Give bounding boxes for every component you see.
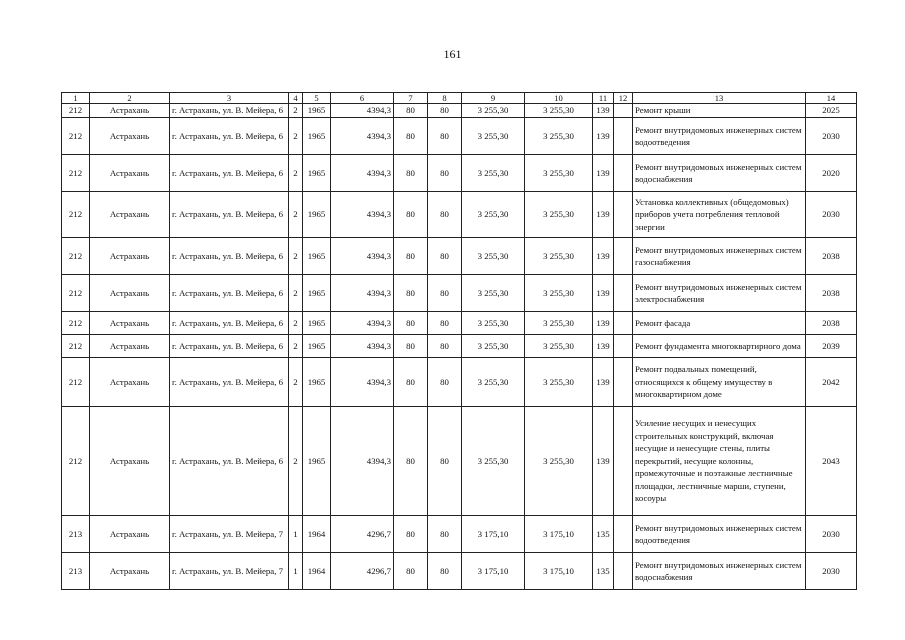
cell-units: 139: [593, 118, 614, 155]
cell-wear-a: 80: [394, 104, 428, 118]
column-header: 7: [394, 93, 428, 104]
cell-units: 139: [593, 312, 614, 335]
cell-cost-a: 3 255,30: [462, 238, 525, 275]
cell-build-year: 1965: [303, 104, 331, 118]
cell-city: Астрахань: [90, 275, 170, 312]
cell-cost-b: 3 255,30: [525, 275, 593, 312]
cell-year-planned: 2039: [806, 335, 857, 358]
cell-work-type: Ремонт фундамента многоквартирного дома: [633, 335, 806, 358]
table-row: [62, 335, 857, 358]
cell-wear-b: 80: [428, 407, 462, 516]
cell-house-number: 212: [62, 155, 90, 192]
column-header: 8: [428, 93, 462, 104]
cell-cost-b: 3 255,30: [525, 407, 593, 516]
cell-cost-a: 3 255,30: [462, 407, 525, 516]
cell-address: г. Астрахань, ул. В. Мейера, 6: [170, 312, 289, 335]
cell-year-planned: 2030: [806, 192, 857, 238]
column-header: 12: [614, 93, 633, 104]
cell-cost-a: 3 255,30: [462, 275, 525, 312]
page-number: 161: [443, 47, 462, 61]
cell-address: г. Астрахань, ул. В. Мейера, 6: [170, 358, 289, 407]
cell-work-type: Ремонт внутридомовых инженерных систем газоснабжения: [633, 238, 806, 275]
cell-units: 139: [593, 155, 614, 192]
table-row: [62, 275, 857, 312]
cell-city: Астрахань: [90, 516, 170, 553]
table-row: [62, 312, 857, 335]
cell-city: Астрахань: [90, 238, 170, 275]
cell-address: г. Астрахань, ул. В. Мейера, 7: [170, 553, 289, 590]
cell-wear-b: 80: [428, 155, 462, 192]
cell-area: 4394,3: [331, 118, 394, 155]
cell-area: 4394,3: [331, 238, 394, 275]
cell-city: Астрахань: [90, 104, 170, 118]
cell-year-planned: 2030: [806, 516, 857, 553]
cell-work-type: Установка коллективных (общедомовых) приборов учета потребления тепловой энергии: [633, 192, 806, 238]
cell-floors: 2: [289, 335, 303, 358]
cell-city: Астрахань: [90, 312, 170, 335]
cell-cost-b: 3 255,30: [525, 192, 593, 238]
cell-floors: 2: [289, 104, 303, 118]
cell-house-number: 212: [62, 104, 90, 118]
cell-units: 139: [593, 407, 614, 516]
cell-units: 139: [593, 104, 614, 118]
cell-floors: 2: [289, 407, 303, 516]
cell-build-year: 1965: [303, 238, 331, 275]
table-row: [62, 358, 857, 407]
cell-wear-b: 80: [428, 238, 462, 275]
cell-cost-a: 3 255,30: [462, 192, 525, 238]
column-header: 11: [593, 93, 614, 104]
cell-area: 4296,7: [331, 553, 394, 590]
cell-wear-b: 80: [428, 516, 462, 553]
cell-units: 135: [593, 516, 614, 553]
cell-address: г. Астрахань, ул. В. Мейера, 6: [170, 407, 289, 516]
cell-note: [614, 275, 633, 312]
cell-build-year: 1964: [303, 553, 331, 590]
cell-cost-b: 3 255,30: [525, 358, 593, 407]
cell-house-number: 212: [62, 238, 90, 275]
cell-address: г. Астрахань, ул. В. Мейера, 6: [170, 335, 289, 358]
cell-wear-b: 80: [428, 553, 462, 590]
cell-house-number: 212: [62, 118, 90, 155]
cell-wear-a: 80: [394, 155, 428, 192]
cell-city: Астрахань: [90, 358, 170, 407]
table-body: [62, 93, 857, 590]
cell-work-type: Ремонт фасада: [633, 312, 806, 335]
cell-house-number: 212: [62, 335, 90, 358]
cell-address: г. Астрахань, ул. В. Мейера, 6: [170, 238, 289, 275]
cell-address: г. Астрахань, ул. В. Мейера, 7: [170, 516, 289, 553]
cell-cost-a: 3 255,30: [462, 312, 525, 335]
table-row: [62, 104, 857, 118]
cell-floors: 2: [289, 238, 303, 275]
cell-units: 139: [593, 335, 614, 358]
cell-cost-a: 3 255,30: [462, 118, 525, 155]
column-header: 14: [806, 93, 857, 104]
cell-cost-b: 3 255,30: [525, 238, 593, 275]
cell-cost-a: 3 255,30: [462, 104, 525, 118]
cell-build-year: 1965: [303, 335, 331, 358]
cell-year-planned: 2043: [806, 407, 857, 516]
column-header: 1: [62, 93, 90, 104]
cell-work-type: Ремонт внутридомовых инженерных систем водоснабжения: [633, 553, 806, 590]
cell-address: г. Астрахань, ул. В. Мейера, 6: [170, 275, 289, 312]
cell-area: 4394,3: [331, 155, 394, 192]
cell-city: Астрахань: [90, 407, 170, 516]
cell-wear-a: 80: [394, 275, 428, 312]
cell-city: Астрахань: [90, 155, 170, 192]
cell-city: Астрахань: [90, 553, 170, 590]
cell-house-number: 212: [62, 275, 90, 312]
column-header: 3: [170, 93, 289, 104]
table-row: [62, 192, 857, 238]
cell-work-type: Ремонт внутридомовых инженерных систем электроснабжения: [633, 275, 806, 312]
cell-area: 4394,3: [331, 104, 394, 118]
cell-year-planned: 2038: [806, 275, 857, 312]
cell-floors: 2: [289, 192, 303, 238]
cell-area: 4394,3: [331, 335, 394, 358]
cell-note: [614, 553, 633, 590]
column-header: 4: [289, 93, 303, 104]
column-header: 6: [331, 93, 394, 104]
cell-note: [614, 118, 633, 155]
cell-city: Астрахань: [90, 118, 170, 155]
cell-house-number: 213: [62, 516, 90, 553]
cell-wear-a: 80: [394, 118, 428, 155]
cell-build-year: 1965: [303, 155, 331, 192]
cell-cost-b: 3 255,30: [525, 312, 593, 335]
cell-address: г. Астрахань, ул. В. Мейера, 6: [170, 104, 289, 118]
cell-build-year: 1964: [303, 516, 331, 553]
cell-house-number: 212: [62, 358, 90, 407]
cell-house-number: 212: [62, 407, 90, 516]
cell-area: 4394,3: [331, 407, 394, 516]
cell-cost-b: 3 175,10: [525, 553, 593, 590]
cell-build-year: 1965: [303, 275, 331, 312]
cell-note: [614, 335, 633, 358]
cell-wear-a: 80: [394, 407, 428, 516]
cell-units: 139: [593, 358, 614, 407]
cell-build-year: 1965: [303, 358, 331, 407]
table-row: [62, 553, 857, 590]
cell-wear-b: 80: [428, 275, 462, 312]
cell-cost-a: 3 255,30: [462, 358, 525, 407]
cell-cost-a: 3 255,30: [462, 155, 525, 192]
cell-wear-b: 80: [428, 358, 462, 407]
cell-build-year: 1965: [303, 312, 331, 335]
cell-floors: 2: [289, 155, 303, 192]
column-header: 9: [462, 93, 525, 104]
cell-work-type: Усиление несущих и ненесущих строительных конструкций, включая несущие и ненесущие стены, плиты перекрытий, несущие колонны, промежуточные и поэтажные лестничные площадки, лестничные марши, ступени, косоуры: [633, 407, 806, 516]
column-number-row: [62, 93, 857, 104]
cell-note: [614, 516, 633, 553]
cell-units: 135: [593, 553, 614, 590]
cell-build-year: 1965: [303, 192, 331, 238]
cell-units: 139: [593, 192, 614, 238]
table-row: [62, 118, 857, 155]
cell-address: г. Астрахань, ул. В. Мейера, 6: [170, 118, 289, 155]
cell-floors: 1: [289, 516, 303, 553]
cell-city: Астрахань: [90, 192, 170, 238]
cell-build-year: 1965: [303, 118, 331, 155]
table-row: [62, 516, 857, 553]
cell-area: 4394,3: [331, 312, 394, 335]
cell-wear-b: 80: [428, 118, 462, 155]
cell-units: 139: [593, 275, 614, 312]
cell-wear-b: 80: [428, 104, 462, 118]
table-row: [62, 238, 857, 275]
cell-cost-a: 3 175,10: [462, 516, 525, 553]
cell-work-type: Ремонт внутридомовых инженерных систем водоотведения: [633, 516, 806, 553]
column-header: 10: [525, 93, 593, 104]
cell-year-planned: 2038: [806, 312, 857, 335]
cell-note: [614, 407, 633, 516]
repair-schedule-table: [61, 92, 857, 590]
cell-house-number: 212: [62, 312, 90, 335]
cell-wear-a: 80: [394, 312, 428, 335]
cell-cost-b: 3 255,30: [525, 335, 593, 358]
cell-work-type: Ремонт подвальных помещений, относящихся к общему имуществу в многоквартирном доме: [633, 358, 806, 407]
column-header: 5: [303, 93, 331, 104]
cell-wear-a: 80: [394, 553, 428, 590]
cell-year-planned: 2030: [806, 553, 857, 590]
cell-wear-a: 80: [394, 335, 428, 358]
cell-work-type: Ремонт внутридомовых инженерных систем водоотведения: [633, 118, 806, 155]
cell-year-planned: 2030: [806, 118, 857, 155]
column-header: 2: [90, 93, 170, 104]
cell-house-number: 212: [62, 192, 90, 238]
cell-wear-b: 80: [428, 312, 462, 335]
cell-address: г. Астрахань, ул. В. Мейера, 6: [170, 192, 289, 238]
cell-year-planned: 2020: [806, 155, 857, 192]
cell-area: 4394,3: [331, 275, 394, 312]
cell-year-planned: 2038: [806, 238, 857, 275]
cell-wear-b: 80: [428, 192, 462, 238]
cell-units: 139: [593, 238, 614, 275]
cell-cost-b: 3 255,30: [525, 104, 593, 118]
cell-wear-b: 80: [428, 335, 462, 358]
cell-floors: 2: [289, 118, 303, 155]
cell-house-number: 213: [62, 553, 90, 590]
cell-cost-b: 3 255,30: [525, 118, 593, 155]
cell-note: [614, 312, 633, 335]
cell-note: [614, 358, 633, 407]
cell-cost-a: 3 255,30: [462, 335, 525, 358]
cell-wear-a: 80: [394, 238, 428, 275]
cell-wear-a: 80: [394, 358, 428, 407]
cell-note: [614, 192, 633, 238]
cell-work-type: Ремонт внутридомовых инженерных систем водоснабжения: [633, 155, 806, 192]
cell-city: Астрахань: [90, 335, 170, 358]
cell-area: 4394,3: [331, 192, 394, 238]
cell-cost-b: 3 175,10: [525, 516, 593, 553]
cell-area: 4394,3: [331, 358, 394, 407]
cell-wear-a: 80: [394, 516, 428, 553]
cell-floors: 2: [289, 312, 303, 335]
cell-address: г. Астрахань, ул. В. Мейера, 6: [170, 155, 289, 192]
cell-note: [614, 155, 633, 192]
cell-floors: 2: [289, 358, 303, 407]
cell-cost-a: 3 175,10: [462, 553, 525, 590]
table-row: [62, 407, 857, 516]
cell-area: 4296,7: [331, 516, 394, 553]
cell-note: [614, 104, 633, 118]
cell-floors: 2: [289, 275, 303, 312]
cell-note: [614, 238, 633, 275]
cell-wear-a: 80: [394, 192, 428, 238]
cell-build-year: 1965: [303, 407, 331, 516]
cell-floors: 1: [289, 553, 303, 590]
cell-year-planned: 2042: [806, 358, 857, 407]
table-row: [62, 155, 857, 192]
cell-year-planned: 2025: [806, 104, 857, 118]
cell-work-type: Ремонт крыши: [633, 104, 806, 118]
cell-cost-b: 3 255,30: [525, 155, 593, 192]
column-header: 13: [633, 93, 806, 104]
